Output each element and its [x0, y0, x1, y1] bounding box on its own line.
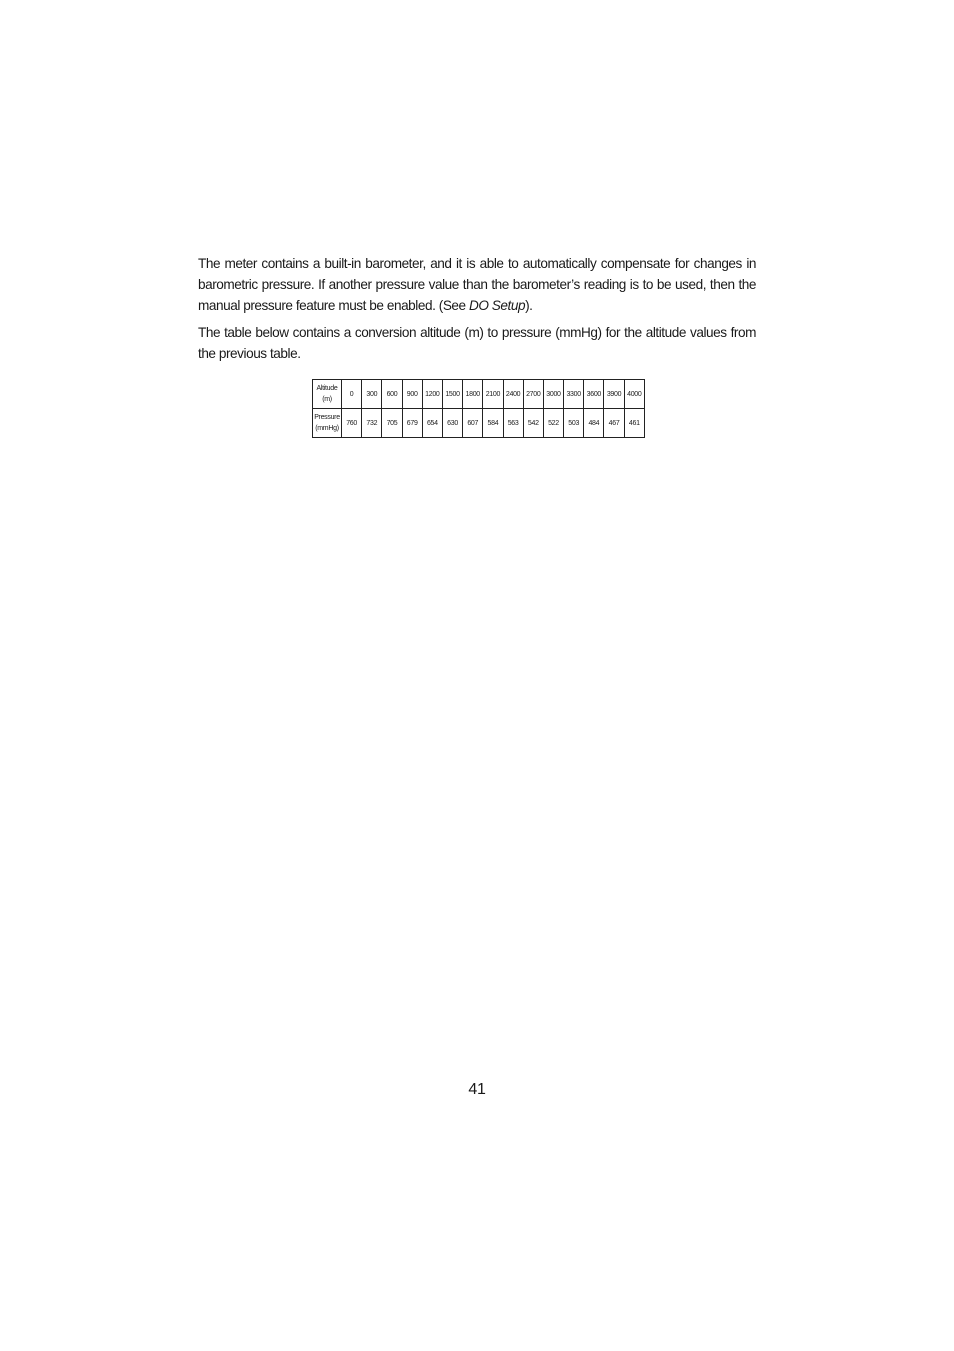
altitude-cell: 1800 — [463, 380, 483, 409]
pressure-cell: 542 — [523, 409, 543, 438]
altitude-cell: 300 — [362, 380, 382, 409]
pressure-cell: 654 — [422, 409, 442, 438]
altitude-unit: (m) — [322, 396, 332, 403]
altitude-cell: 4000 — [624, 380, 644, 409]
altitude-cell: 3000 — [543, 380, 563, 409]
pressure-cell: 563 — [503, 409, 523, 438]
pressure-cell: 732 — [362, 409, 382, 438]
altitude-pressure-table — [312, 379, 645, 438]
altitude-header — [313, 380, 342, 409]
pressure-header — [313, 409, 342, 438]
pressure-cell: 607 — [463, 409, 483, 438]
barometer-text-end: ). — [525, 298, 533, 313]
altitude-cell: 3900 — [604, 380, 624, 409]
pressure-unit: (mmHg) — [315, 425, 339, 432]
pressure-cell: 484 — [584, 409, 604, 438]
pressure-row — [313, 409, 645, 438]
pressure-cell: 522 — [543, 409, 563, 438]
body-text — [198, 253, 756, 370]
table-intro-paragraph: The table below contains a conversion altitude (m) to pressure (mmHg) for the altitude values from the previous table. — [198, 325, 756, 361]
altitude-cell: 2700 — [523, 380, 543, 409]
altitude-cell: 900 — [402, 380, 422, 409]
pressure-cell: 705 — [382, 409, 402, 438]
altitude-cell: 1500 — [442, 380, 462, 409]
altitude-cell: 3300 — [564, 380, 584, 409]
barometer-text: The meter contains a built-in barometer, and it is able to automatically compensate for changes in barometric pressure. If another pressure value than the barometer’s reading is to be used, then the manual pressure feature must be enabled. (See — [198, 256, 756, 313]
altitude-cell: 2400 — [503, 380, 523, 409]
pressure-cell: 461 — [624, 409, 644, 438]
pressure-cell: 503 — [564, 409, 584, 438]
barometer-paragraph — [198, 253, 756, 316]
pressure-cell: 760 — [342, 409, 362, 438]
page-number: 41 — [468, 1081, 486, 1098]
altitude-cell: 1200 — [422, 380, 442, 409]
do-setup-reference: DO Setup — [468, 298, 526, 313]
altitude-cell: 0 — [342, 380, 362, 409]
altitude-row — [313, 380, 645, 409]
pressure-label: Pressure — [314, 414, 340, 421]
altitude-label: Altitude — [316, 385, 338, 392]
pressure-cell: 584 — [483, 409, 503, 438]
pressure-cell: 630 — [442, 409, 462, 438]
pressure-cell: 679 — [402, 409, 422, 438]
altitude-cell: 600 — [382, 380, 402, 409]
pressure-cell: 467 — [604, 409, 624, 438]
altitude-cell: 3600 — [584, 380, 604, 409]
altitude-cell: 2100 — [483, 380, 503, 409]
